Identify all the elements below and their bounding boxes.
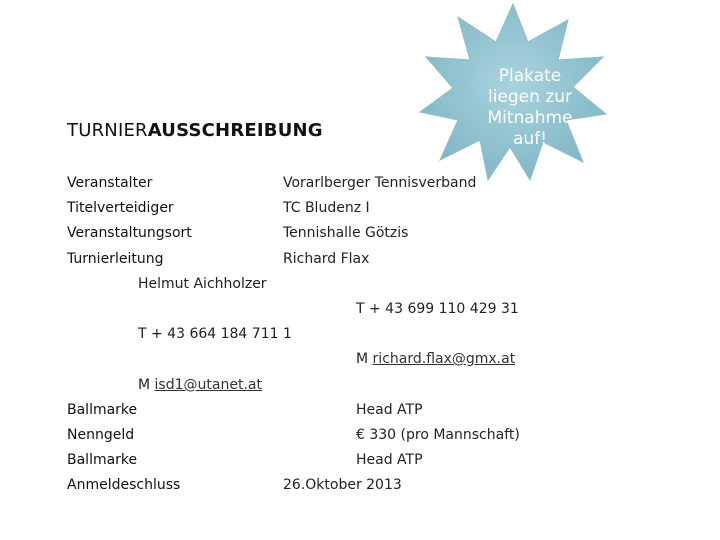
label-turnierleitung: Turnierleitung	[67, 251, 164, 267]
label-titelverteidiger: Titelverteidiger	[67, 200, 174, 216]
value-ballmarke-1: Head ATP	[356, 402, 423, 418]
callout-line-3: Mitnahme	[487, 108, 573, 128]
mail-prefix: M	[356, 351, 369, 367]
contact-mail-1	[356, 351, 515, 367]
label-veranstaltungsort: Veranstaltungsort	[67, 225, 192, 241]
callout-line-2: liegen zur	[487, 87, 573, 107]
value-veranstaltungsort: Tennishalle Götzis	[283, 225, 409, 241]
value-titelverteidiger: TC Bludenz I	[283, 200, 370, 216]
label-ballmarke-2: Ballmarke	[67, 452, 138, 468]
value-turnierleitung: Richard Flax	[283, 251, 370, 267]
label-nenngeld: Nenngeld	[67, 427, 135, 443]
callout-text	[470, 66, 590, 150]
value-nenngeld: € 330 (pro Mannschaft)	[356, 427, 520, 443]
callout-line-1: Plakate	[498, 66, 562, 86]
value-ballmarke-2: Head ATP	[356, 452, 423, 468]
label-anmeldeschluss: Anmeldeschluss	[67, 477, 181, 493]
contact-phone-2: T + 43 664 184 711 1	[138, 326, 292, 342]
contact-phone-1: T + 43 699 110 429 31	[356, 301, 519, 317]
value-anmeldeschluss: 26.Oktober 2013	[283, 477, 402, 493]
label-ballmarke-1: Ballmarke	[67, 402, 138, 418]
contact-name-2: Helmut Aichholzer	[138, 276, 267, 292]
title-bold: AUSSCHREIBUNG	[147, 120, 323, 141]
title-normal: TURNIER	[67, 120, 148, 141]
callout-line-4: auf!	[513, 129, 547, 149]
page-title	[67, 120, 323, 141]
label-veranstalter: Veranstalter	[67, 175, 153, 191]
mail-link-1[interactable]: richard.flax@gmx.at	[372, 351, 516, 367]
mail-link-2[interactable]: isd1@utanet.at	[154, 377, 262, 393]
value-veranstalter: Vorarlberger Tennisverband	[283, 175, 477, 191]
contact-mail-2	[138, 377, 262, 393]
mail-prefix: M	[138, 377, 151, 393]
